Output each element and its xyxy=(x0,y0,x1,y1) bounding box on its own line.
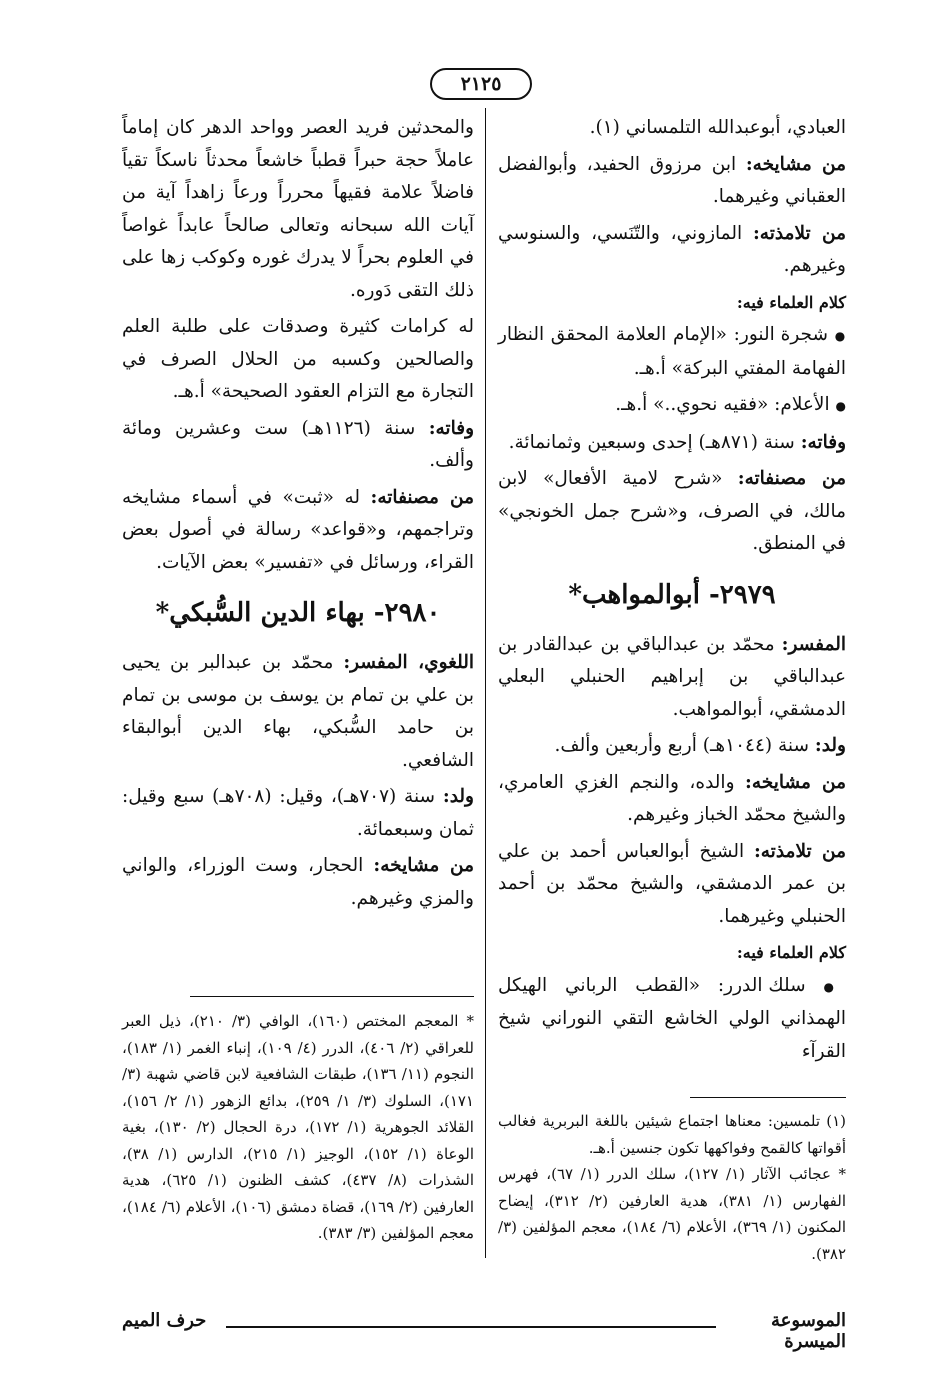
entry-2979-students-label: من تلامذته: xyxy=(753,840,846,862)
entry-2979-scholars-heading: كلام العلماء فيه: xyxy=(736,943,846,962)
entry-2979-teachers xyxy=(498,767,846,832)
entry-2979-text: محمّد بن عبدالباقي بن عبدالقادر بن عبدالباقي بن إبراهيم الحنبلي البعلي الدمشقي، أبوالمواهب. xyxy=(498,633,846,720)
entry-2979-born xyxy=(498,730,846,763)
entry-2980-label: اللغوي، المفسر: xyxy=(343,652,474,673)
entry-2979-teachers-label: من مشايخه: xyxy=(745,771,846,793)
entry-2979-name xyxy=(498,629,846,727)
footer-section-title: حرف الميم xyxy=(122,1310,207,1331)
entry-2979-born-text: سنة (١٠٤٤هـ) أربع وأربعين وألف. xyxy=(554,735,815,756)
left-works-label: من مصنفاته: xyxy=(370,486,474,508)
entry-2979-students-text: الشيخ أبوالعباس أحمد بن علي بن عمر الدمشقي، والشيخ محمّد بن أحمد الحنبلي وغيرهما. xyxy=(498,840,846,927)
footer-book-title: الموسوعة الميسرة xyxy=(771,1310,846,1352)
left-works xyxy=(122,482,474,580)
right-quote-2-text: الأعلام: «فقيه نحوي..» أ.هـ. xyxy=(615,394,830,415)
entry-title-2979: ٢٩٧٩- أبوالمواهب* xyxy=(568,579,776,610)
entry-2980-text: محمّد بن عبدالبر بن يحيى بن علي بن تمام بن يوسف بن موسى بن تمام بن حامد السُّبكي، بهاء الدين أبوالبقاء الشافعي. xyxy=(122,652,474,771)
bullet-icon: ● xyxy=(823,979,846,994)
left-p1: والمحدثين فريد العصر وواحد الدهر كان إماماً عاملاً حجة حبراً قطباً خاشعاً محدثاً ناسكاً تقياً فاضلاً علامة فقيهاً محرراً ورعاً زاهداً آية من آيات الله سبحانه وتعالى صالحاً عابداً غواصاً في العلوم بحراً لا يدرك غوره وكوكب زها على ذلك التقى دَوره. xyxy=(122,117,474,301)
column-divider xyxy=(485,108,486,1258)
page-header xyxy=(430,64,530,104)
entry-2980-name xyxy=(122,647,474,777)
right-students xyxy=(498,218,846,283)
entry-2979-teachers-text: والده، والنجم الغزي العامري، والشيخ محمّد الخباز وغيرهم. xyxy=(498,771,846,825)
right-teachers-text: ابن مرزوق الحفيد، وأبوالفضل العقباني وغيرهما. xyxy=(498,153,846,207)
left-death-text: سنة (١١٢٦هـ) ست وعشرين ومائة وألف. xyxy=(122,417,474,471)
page-number: ٢١٢٥ xyxy=(460,73,502,95)
entry-2979-quote-text: سلك الدرر: «القطب الرباني الهيكل الهمذاني الولي الخاشع التقي النوراني شيخ القرآء xyxy=(498,974,846,1062)
right-quote-1-text: شجرة النور: «الإمام العلامة المحقق النظار الفهامة المفتي البركة» أ.هـ. xyxy=(498,324,846,379)
entry-2980-teachers-label: من مشايخه: xyxy=(373,855,474,876)
footnote-left-1: * المعجم المختص (١٦٠)، الوافي (٣/ ٢١٠)، ذيل العبر للعراقي (٢/ ٤٠٦)، الدرر (٤/ ١٠٩)، إنباء الغمر (١/ ١٨٣)، النجوم (١١/ ١٣٦)، طبقات الشافعية لابن قاضي شهبة (٣/ ١٧١)، السلوك (٣/ ١/ ٢٥٩)، بدائع الزهور (١/ ٢/ ١٥٦)، القلائد الجوهرية (١/ ١٧٢)، درة الحجال (٢/ ١٣٠)، بغية الوعاة (١/ ١٥٢)، الوجيز (١/ ٢١٥)، الدارس (١/ ٣٨)، الشذرات (٨/ ٤٣٧)، كشف الظنون (١/ ٦٢٥)، هدية العارفين (٢/ ١٦٩)، قضاة دمشق (١٠٦)، الأعلام (٦/ ١٨٤)، معجم المؤلفين (٣/ ٣٨٣). xyxy=(122,1012,475,1242)
footnote-right-2: * عجائب الآثار (١/ ١٢٧)، سلك الدرر (١/ ٦٧)، فهرس الفهارس (١/ ٣٨١)، هدية العارفين (٢/ ٣١٢)، إيضاح المكنون (١/ ٣٦٩)، الأعلام (٦/ ١٨٤)، معجم المؤلفين (٣/ ٣٨٢). xyxy=(498,1165,846,1263)
right-death xyxy=(498,427,846,460)
entry-2980-teachers xyxy=(122,850,474,915)
footnote-right-1: (١) تلمسين: معناها اجتماع شيئين باللغة البربرية فغالب أقواتها كالقمح وفواكهها تكون جنسين أ.هـ. xyxy=(498,1112,846,1157)
bullet-icon: ● xyxy=(834,329,846,343)
entry-2980-teachers-text: الحجار، وست الوزراء، والواني والمزي وغيرهم. xyxy=(122,855,474,909)
left-works-text: له «ثبت» في أسماء مشايخه وتراجمهم، و«قواعد» رسالة في أصول بعض القراء، ورسائل في «تفسير» بعض الآيات. xyxy=(122,486,474,573)
footnotes-right xyxy=(498,1108,846,1267)
right-works-label: من مصنفاته: xyxy=(737,468,846,489)
entry-2979-quote xyxy=(498,970,846,1069)
footer-rule xyxy=(226,1326,716,1328)
entry-2980-born-label: ولد: xyxy=(442,786,474,807)
right-teachers-label: من مشايخه: xyxy=(745,153,846,175)
entry-2979-born-label: ولد: xyxy=(814,735,846,756)
right-works xyxy=(498,463,846,561)
right-p1: العبادي، أبوعبدالله التلمساني (١). xyxy=(589,117,846,138)
footnote-rule-right xyxy=(690,1097,846,1098)
entry-2979-label: المفسر: xyxy=(781,633,846,655)
right-scholars-heading: كلام العلماء فيه: xyxy=(736,292,846,312)
right-students-label: من تلامذته: xyxy=(752,222,847,244)
left-column xyxy=(122,112,474,919)
right-teachers xyxy=(498,149,846,214)
right-students-text: المازوني، والتّنَسي، والسنوسي وغيرهم. xyxy=(498,222,846,276)
right-quote-1 xyxy=(498,319,846,385)
right-works-text: «شرح لامية الأفعال» لابن مالك، في الصرف، و«شرح جمل الخونجي» في المنطق. xyxy=(498,468,846,554)
entry-2979-students xyxy=(498,836,846,934)
footnote-rule-left xyxy=(190,996,474,997)
right-death-label: وفاته: xyxy=(800,431,846,453)
entry-2980-born-text: سنة (٧٠٧هـ)، وقيل: (٧٠٨هـ) سبع وقيل: ثمان وسبعمائة. xyxy=(122,786,474,840)
left-death xyxy=(122,413,474,478)
entry-2980-born xyxy=(122,781,474,846)
left-p2: له كرامات كثيرة وصدقات على طلبة العلم والصالحين وكسبه من الحلال الصرف في التجارة مع التزام العقود الصحيحة» أ.هـ. xyxy=(122,316,474,402)
entry-title-2980: ٢٩٨٠- بهاء الدين السُّبكي* xyxy=(155,598,441,628)
right-quote-2 xyxy=(498,389,846,423)
right-death-text: سنة (٨٧١هـ) إحدى وسبعين وثمانمائة. xyxy=(508,431,801,453)
bullet-icon: ● xyxy=(835,399,846,413)
right-column xyxy=(498,112,846,1072)
left-death-label: وفاته: xyxy=(428,417,474,439)
footnotes-left xyxy=(122,1008,474,1247)
